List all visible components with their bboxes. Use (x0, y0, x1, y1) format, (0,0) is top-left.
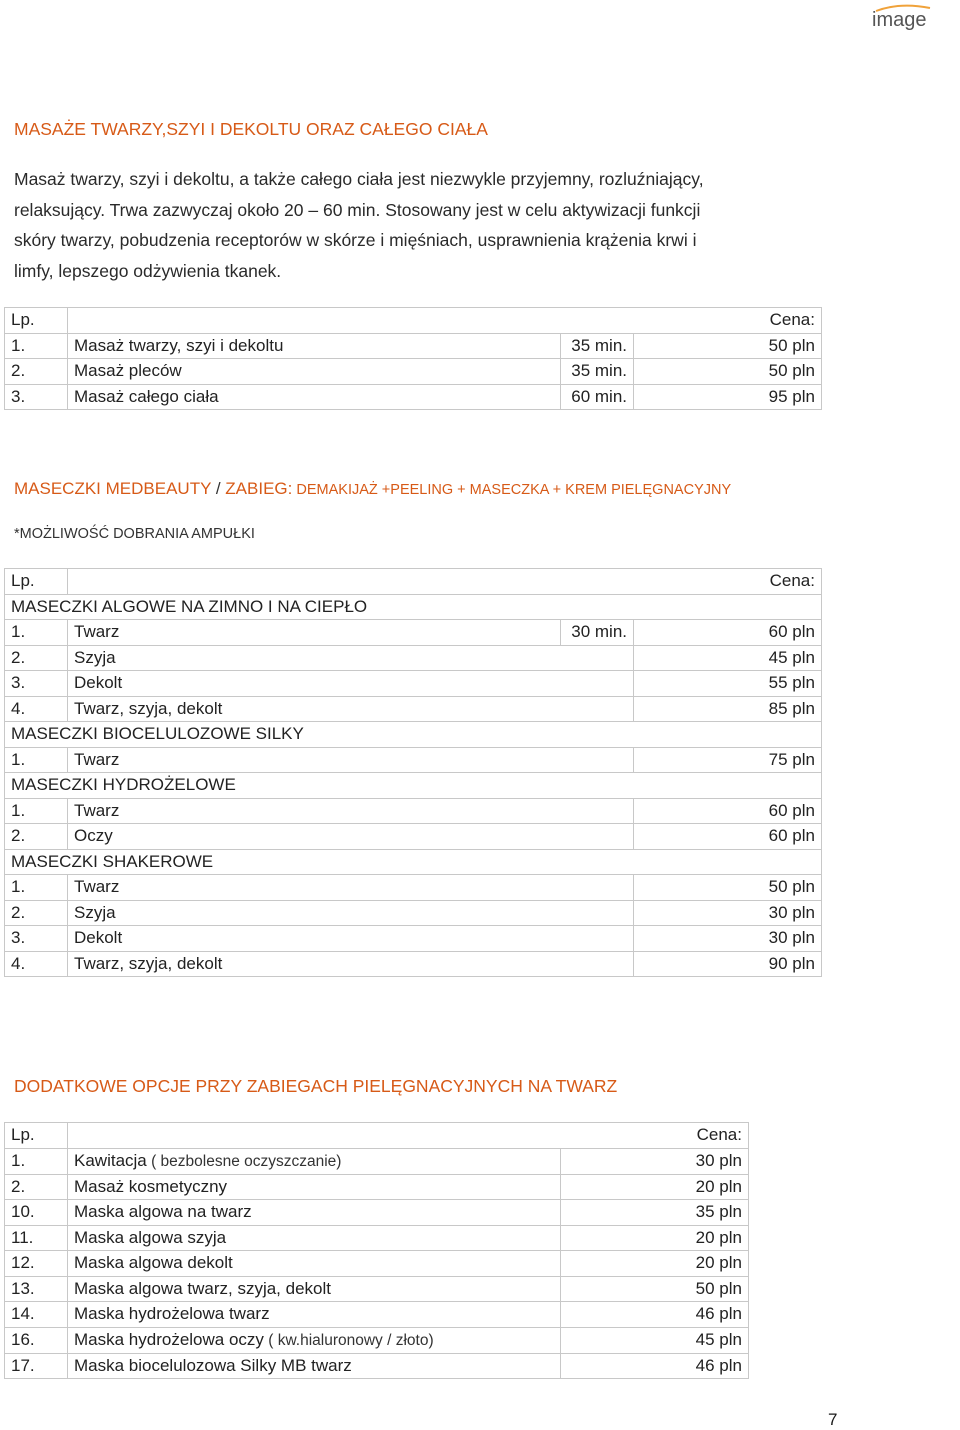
row-name: Twarz (68, 798, 634, 824)
row-lp: 2. (5, 645, 68, 671)
row-lp: 1. (5, 747, 68, 773)
row-lp: 1. (5, 333, 68, 359)
table-row (5, 1302, 749, 1328)
col-header-price: Cena: (68, 569, 822, 595)
row-name: Dekolt (68, 671, 634, 697)
row-price: 20 pln (561, 1251, 749, 1277)
description-line: relaksujący. Trwa zazwyczaj około 20 – 60 min. Stosowany jest w celu aktywizacji funkcji (14, 199, 701, 220)
row-price: 45 pln (561, 1327, 749, 1353)
table-row (5, 798, 822, 824)
table-row (5, 1353, 749, 1379)
row-lp: 12. (5, 1251, 68, 1277)
ampoule-note: *MOŻLIWOŚĆ DOBRANIA AMPUŁKI (14, 526, 255, 542)
table-row (5, 951, 822, 977)
massages-price-table (4, 307, 822, 410)
table-row (5, 1174, 749, 1200)
row-price: 60 pln (634, 824, 822, 850)
row-price: 30 pln (634, 900, 822, 926)
row-lp: 3. (5, 671, 68, 697)
row-name: Twarz, szyja, dekolt (68, 696, 634, 722)
row-name-text: Maska hydrożelowa oczy (74, 1329, 264, 1349)
category-row (5, 594, 822, 620)
category-row (5, 722, 822, 748)
table-row (5, 747, 822, 773)
row-lp: 3. (5, 926, 68, 952)
masks-price-table (4, 568, 822, 977)
table-header-row (5, 569, 822, 595)
row-name: Maska algowa twarz, szyja, dekolt (68, 1276, 561, 1302)
row-name: Twarz, szyja, dekolt (68, 951, 634, 977)
masks-title-brand: MASECZKI MEDBEAUTY (14, 479, 212, 498)
row-name-text: Kawitacja (74, 1150, 147, 1170)
row-lp: 11. (5, 1225, 68, 1251)
row-lp: 10. (5, 1200, 68, 1226)
row-price: 95 pln (634, 384, 822, 410)
row-time: 60 min. (561, 384, 634, 410)
row-price: 30 pln (561, 1148, 749, 1174)
row-name: Maska algowa dekolt (68, 1251, 561, 1277)
svg-text:image: image (872, 9, 927, 30)
massages-description (14, 164, 844, 286)
row-lp: 1. (5, 620, 68, 646)
table-row (5, 384, 822, 410)
table-row (5, 1200, 749, 1226)
row-time: 30 min. (561, 620, 634, 646)
row-lp: 13. (5, 1276, 68, 1302)
section-title-extras: DODATKOWE OPCJE PRZY ZABIEGACH PIELĘGNACYJNYCH NA TWARZ (14, 1076, 618, 1096)
row-price: 55 pln (634, 671, 822, 697)
row-price: 60 pln (634, 620, 822, 646)
masks-title-label: ZABIEG: (225, 479, 293, 498)
row-name (68, 1327, 561, 1353)
table-row (5, 696, 822, 722)
row-name: Masaż kosmetyczny (68, 1174, 561, 1200)
row-name: Twarz (68, 620, 561, 646)
table-row (5, 359, 822, 385)
row-name-note: ( bezbolesne oczyszczanie) (146, 1152, 342, 1170)
col-header-price: Cena: (68, 1123, 749, 1149)
row-name: Twarz (68, 747, 634, 773)
masks-title-steps: DEMAKIJAŻ +PEELING + MASECZKA + KREM PIELĘGNACYJNY (292, 482, 732, 498)
table-header-row (5, 308, 822, 334)
table-row (5, 875, 822, 901)
row-price: 46 pln (561, 1353, 749, 1379)
category-hydrogel: MASECZKI HYDROŻELOWE (5, 773, 822, 799)
section-title-massages: MASAŻE TWARZY,SZYI I DEKOLTU ORAZ CAŁEGO CIAŁA (14, 119, 488, 139)
description-line: limfy, lepszego odżywienia tkanek. (14, 260, 282, 281)
row-name: Maska hydrożelowa twarz (68, 1302, 561, 1328)
row-name-note: ( kw.hialuronowy / złoto) (263, 1331, 434, 1349)
row-lp: 4. (5, 696, 68, 722)
category-shaker: MASECZKI SHAKEROWE (5, 849, 822, 875)
row-price: 75 pln (634, 747, 822, 773)
row-price: 30 pln (634, 926, 822, 952)
table-row (5, 333, 822, 359)
row-name: Oczy (68, 824, 634, 850)
row-name: Dekolt (68, 926, 634, 952)
row-lp: 2. (5, 1174, 68, 1200)
row-name: Masaż pleców (68, 359, 561, 385)
row-name: Szyja (68, 645, 634, 671)
row-name (68, 1148, 561, 1174)
table-row (5, 645, 822, 671)
row-name: Szyja (68, 900, 634, 926)
table-row (5, 1327, 749, 1353)
row-time: 35 min. (561, 333, 634, 359)
table-row (5, 1225, 749, 1251)
row-price: 50 pln (634, 875, 822, 901)
row-price: 50 pln (561, 1276, 749, 1302)
row-lp: 2. (5, 359, 68, 385)
row-name: Maska algowa szyja (68, 1225, 561, 1251)
description-line: skóry twarzy, pobudzenia receptorów w skórze i mięśniach, usprawnienia krążenia krwi i (14, 230, 697, 250)
row-lp: 4. (5, 951, 68, 977)
row-lp: 2. (5, 900, 68, 926)
table-row (5, 1276, 749, 1302)
row-time: 35 min. (561, 359, 634, 385)
row-name: Twarz (68, 875, 634, 901)
row-lp: 14. (5, 1302, 68, 1328)
table-row (5, 900, 822, 926)
row-lp: 16. (5, 1327, 68, 1353)
table-row (5, 824, 822, 850)
row-lp: 1. (5, 875, 68, 901)
row-lp: 17. (5, 1353, 68, 1379)
row-price: 46 pln (561, 1302, 749, 1328)
col-header-lp: Lp. (5, 308, 68, 334)
section-title-masks (14, 479, 731, 499)
row-name: Maska biocelulozowa Silky MB twarz (68, 1353, 561, 1379)
category-row (5, 849, 822, 875)
row-price: 35 pln (561, 1200, 749, 1226)
row-lp: 1. (5, 798, 68, 824)
row-price: 50 pln (634, 359, 822, 385)
table-row (5, 926, 822, 952)
masks-title-separator: / (211, 479, 226, 498)
row-price: 50 pln (634, 333, 822, 359)
page-number: 7 (828, 1410, 838, 1429)
col-header-price: Cena: (68, 308, 822, 334)
row-price: 85 pln (634, 696, 822, 722)
table-row (5, 1148, 749, 1174)
category-algae: MASECZKI ALGOWE NA ZIMNO I NA CIEPŁO (5, 594, 822, 620)
row-price: 20 pln (561, 1174, 749, 1200)
row-price: 45 pln (634, 645, 822, 671)
table-row (5, 671, 822, 697)
row-lp: 3. (5, 384, 68, 410)
category-biocellulose: MASECZKI BIOCELULOZOWE SILKY (5, 722, 822, 748)
row-name: Maska algowa na twarz (68, 1200, 561, 1226)
row-lp: 1. (5, 1148, 68, 1174)
table-row (5, 620, 822, 646)
extras-price-table (4, 1122, 749, 1379)
row-price: 90 pln (634, 951, 822, 977)
table-header-row (5, 1123, 749, 1149)
row-price: 60 pln (634, 798, 822, 824)
col-header-lp: Lp. (5, 1123, 68, 1149)
row-price: 20 pln (561, 1225, 749, 1251)
brand-logo (870, 4, 952, 30)
category-row (5, 773, 822, 799)
row-lp: 2. (5, 824, 68, 850)
description-line: Masaż twarzy, szyi i dekoltu, a także całego ciała jest niezwykle przyjemny, rozluźniający, (14, 169, 704, 189)
col-header-lp: Lp. (5, 569, 68, 595)
table-row (5, 1251, 749, 1277)
row-name: Masaż całego ciała (68, 384, 561, 410)
row-name: Masaż twarzy, szyi i dekoltu (68, 333, 561, 359)
